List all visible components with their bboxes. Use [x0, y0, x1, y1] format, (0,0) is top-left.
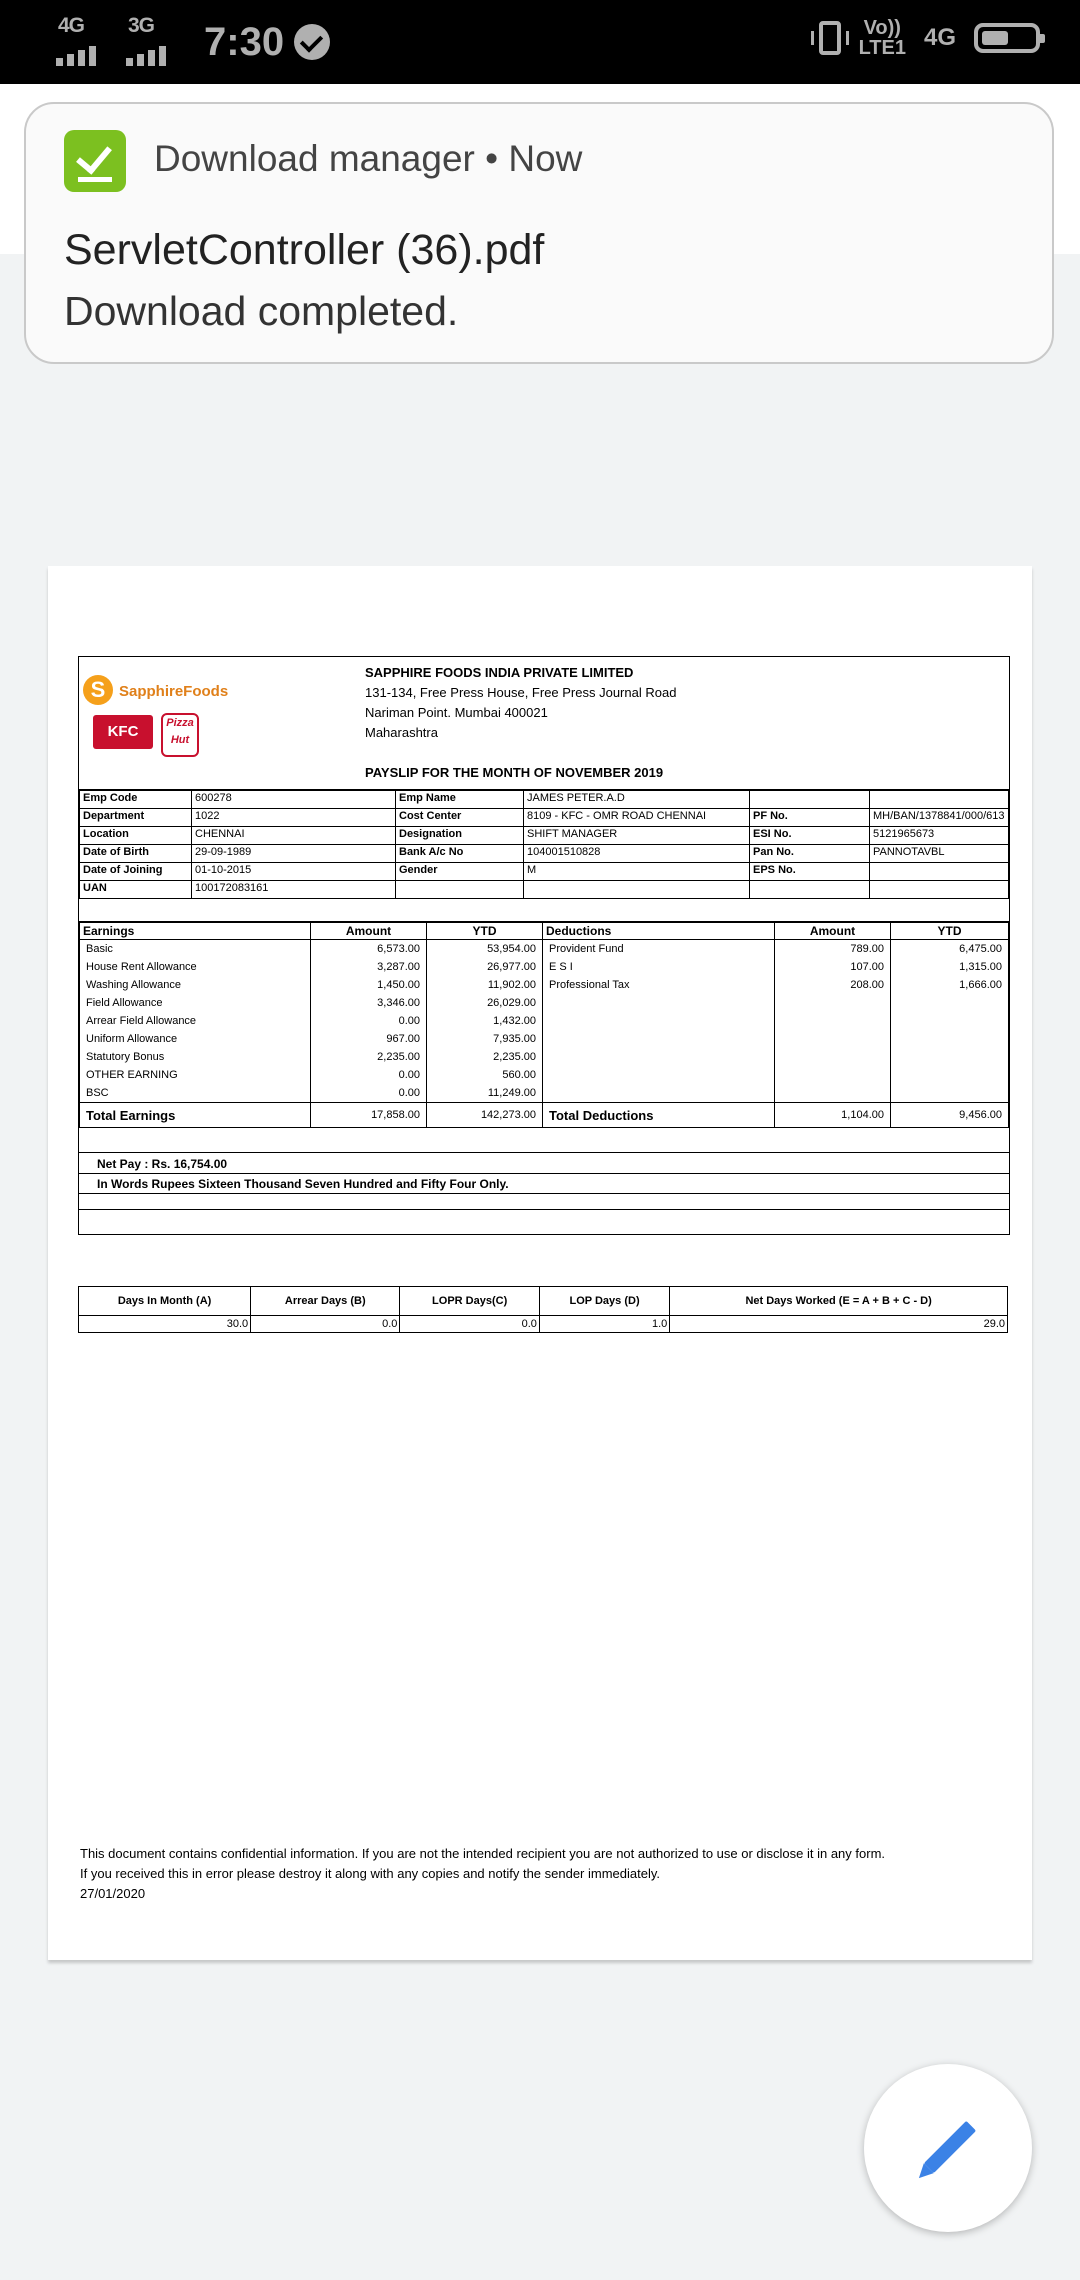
earnings-row	[80, 1048, 1009, 1066]
earnings-cell	[543, 1066, 775, 1084]
net-pay: Net Pay : Rs. 16,754.00	[97, 1157, 228, 1171]
sapphire-logo-icon: S	[83, 675, 113, 705]
company-name: SAPPHIRE FOODS INDIA PRIVATE LIMITED	[365, 665, 634, 680]
battery-icon	[974, 23, 1040, 53]
days-header: Days In Month (A)	[79, 1287, 251, 1316]
info-value: 104001510828	[524, 845, 750, 863]
info-label: Emp Name	[396, 791, 524, 809]
earnings-cell	[543, 994, 775, 1012]
earnings-cell: Field Allowance	[80, 994, 311, 1012]
company-address-line: Maharashtra	[365, 725, 438, 740]
total-cell: Total Deductions	[543, 1103, 775, 1128]
footer-date: 27/01/2020	[80, 1886, 146, 1901]
info-value: 01-10-2015	[192, 863, 396, 881]
info-label	[396, 881, 524, 899]
info-value: JAMES PETER.A.D	[524, 791, 750, 809]
info-label: Bank A/c No	[396, 845, 524, 863]
earnings-deductions-table	[79, 922, 1009, 1128]
earnings-cell: 2,235.00	[311, 1048, 427, 1066]
info-row	[80, 881, 1009, 899]
earnings-row	[80, 1084, 1009, 1103]
earnings-cell: Professional Tax	[543, 976, 775, 994]
spacer-row	[79, 899, 1009, 922]
footer-line: This document contains confidential information. If you are not the intended recipient you are not authorized to use or disclose it in any form.	[80, 1846, 886, 1861]
notification-title: ServletController (36).pdf	[64, 226, 545, 274]
earnings-cell	[543, 1012, 775, 1030]
info-value	[524, 881, 750, 899]
days-header: LOP Days (D)	[539, 1287, 669, 1316]
info-value	[870, 791, 1009, 809]
days-value: 0.0	[400, 1316, 539, 1333]
earnings-cell	[891, 1066, 1009, 1084]
info-value: 600278	[192, 791, 396, 809]
info-value: 29-09-1989	[192, 845, 396, 863]
earnings-cell: 3,346.00	[311, 994, 427, 1012]
net-pay-section	[79, 1152, 1009, 1210]
info-label: Date of Joining	[80, 863, 192, 881]
info-label	[750, 791, 870, 809]
payslip-title: PAYSLIP FOR THE MONTH OF NOVEMBER 2019	[365, 765, 664, 780]
info-label: ESI No.	[750, 827, 870, 845]
earnings-cell	[775, 1066, 891, 1084]
total-cell: Total Earnings	[80, 1103, 311, 1128]
earnings-cell: BSC	[80, 1084, 311, 1103]
earnings-cell	[775, 1048, 891, 1066]
pdf-page[interactable]	[48, 566, 1032, 1960]
earnings-cell	[891, 1012, 1009, 1030]
network-type-label: 3G	[128, 14, 155, 37]
earnings-cell: 1,432.00	[427, 1012, 543, 1030]
network-4g-label: 4G	[923, 24, 956, 51]
earnings-cell: 0.00	[311, 1084, 427, 1103]
earnings-cell	[543, 1030, 775, 1048]
pizza-hut-logo: Pizza Hut	[161, 713, 199, 757]
info-label: Department	[80, 809, 192, 827]
earnings-cell: 6,475.00	[891, 940, 1009, 959]
column-header: YTD	[891, 923, 1009, 940]
signal-icon-sim1	[56, 14, 120, 70]
volte-top-label: Vo))	[863, 17, 901, 39]
earnings-cell	[775, 1012, 891, 1030]
days-header: Net Days Worked (E = A + B + C - D)	[670, 1287, 1008, 1316]
earnings-cell: 11,249.00	[427, 1084, 543, 1103]
info-row	[80, 863, 1009, 881]
info-label: Cost Center	[396, 809, 524, 827]
earnings-cell: Arrear Field Allowance	[80, 1012, 311, 1030]
earnings-cell	[891, 1048, 1009, 1066]
earnings-cell: E S I	[543, 958, 775, 976]
company-address-line: 131-134, Free Press House, Free Press Journal Road	[365, 685, 677, 700]
earnings-row	[80, 940, 1009, 959]
column-header: Deductions	[543, 923, 775, 940]
employee-info-table	[79, 790, 1009, 899]
info-value: 1022	[192, 809, 396, 827]
earnings-cell: Statutory Bonus	[80, 1048, 311, 1066]
total-cell: 9,456.00	[891, 1103, 1009, 1128]
earnings-cell: 2,235.00	[427, 1048, 543, 1066]
info-label: Emp Code	[80, 791, 192, 809]
earnings-cell	[891, 994, 1009, 1012]
earnings-cell	[775, 994, 891, 1012]
earnings-cell: Washing Allowance	[80, 976, 311, 994]
info-label: Pan No.	[750, 845, 870, 863]
earnings-cell	[775, 1084, 891, 1103]
info-row	[80, 809, 1009, 827]
days-header: LOPR Days(C)	[400, 1287, 539, 1316]
info-row	[80, 845, 1009, 863]
earnings-cell: 208.00	[775, 976, 891, 994]
earnings-cell: 560.00	[427, 1066, 543, 1084]
info-value	[870, 863, 1009, 881]
earnings-cell: 53,954.00	[427, 940, 543, 959]
payslip-document	[78, 656, 1010, 1235]
info-label: Date of Birth	[80, 845, 192, 863]
info-value: M	[524, 863, 750, 881]
info-label: Designation	[396, 827, 524, 845]
column-header: YTD	[427, 923, 543, 940]
net-pay-in-words: In Words Rupees Sixteen Thousand Seven Hundred and Fifty Four Only.	[97, 1177, 509, 1191]
info-value: SHIFT MANAGER	[524, 827, 750, 845]
footer-line: If you received this in error please destroy it along with any copies and notify the sender immediately.	[80, 1866, 661, 1881]
earnings-cell: 1,450.00	[311, 976, 427, 994]
earnings-cell: 11,902.00	[427, 976, 543, 994]
download-complete-icon	[64, 130, 126, 192]
days-header: Arrear Days (B)	[251, 1287, 400, 1316]
volte-icon	[859, 18, 906, 58]
earnings-row	[80, 976, 1009, 994]
info-row	[80, 791, 1009, 809]
notification-app-name: Download manager • Now	[154, 138, 583, 179]
earnings-cell: 789.00	[775, 940, 891, 959]
earnings-cell: Basic	[80, 940, 311, 959]
earnings-row	[80, 994, 1009, 1012]
earnings-cell: 26,029.00	[427, 994, 543, 1012]
confidentiality-footer	[80, 1844, 885, 1904]
clock: 7:30	[204, 19, 285, 64]
edit-fab-button[interactable]	[864, 2064, 1032, 2232]
earnings-cell: 26,977.00	[427, 958, 543, 976]
check-circle-icon	[294, 24, 330, 60]
payslip-header	[79, 657, 1009, 790]
earnings-cell: 0.00	[311, 1066, 427, 1084]
info-value: 100172083161	[192, 881, 396, 899]
column-header: Amount	[775, 923, 891, 940]
earnings-cell: Uniform Allowance	[80, 1030, 311, 1048]
network-type-label: 4G	[58, 14, 85, 37]
attendance-days-table	[78, 1286, 1008, 1333]
column-header: Amount	[311, 923, 427, 940]
status-bar	[0, 0, 1080, 84]
info-label: EPS No.	[750, 863, 870, 881]
info-value: CHENNAI	[192, 827, 396, 845]
earnings-cell: 3,287.00	[311, 958, 427, 976]
days-value: 29.0	[670, 1316, 1008, 1333]
days-value: 0.0	[251, 1316, 400, 1333]
days-value: 1.0	[539, 1316, 669, 1333]
info-value	[870, 881, 1009, 899]
totals-row	[80, 1103, 1009, 1128]
info-value: 5121965673	[870, 827, 1009, 845]
info-label: PF No.	[750, 809, 870, 827]
sapphire-logo-text: SapphireFoods	[119, 683, 229, 700]
earnings-cell	[775, 1030, 891, 1048]
earnings-cell: 1,666.00	[891, 976, 1009, 994]
earnings-row	[80, 1066, 1009, 1084]
earnings-cell	[543, 1084, 775, 1103]
earnings-cell	[891, 1030, 1009, 1048]
total-cell: 17,858.00	[311, 1103, 427, 1128]
company-address-line: Nariman Point. Mumbai 400021	[365, 705, 548, 720]
info-value: MH/BAN/1378841/000/613	[870, 809, 1009, 827]
earnings-cell	[543, 1048, 775, 1066]
kfc-logo: KFC	[93, 715, 153, 749]
earnings-cell: House Rent Allowance	[80, 958, 311, 976]
earnings-row	[80, 1012, 1009, 1030]
earnings-row	[80, 1030, 1009, 1048]
earnings-cell: OTHER EARNING	[80, 1066, 311, 1084]
info-value: 8109 - KFC - OMR ROAD CHENNAI	[524, 809, 750, 827]
earnings-cell: Provident Fund	[543, 940, 775, 959]
earnings-cell	[891, 1084, 1009, 1103]
volte-bottom-label: LTE1	[858, 37, 906, 59]
info-row	[80, 827, 1009, 845]
notification-text: Download completed.	[64, 288, 459, 334]
earnings-cell: 7,935.00	[427, 1030, 543, 1048]
earnings-row	[80, 958, 1009, 976]
earnings-cell: 107.00	[775, 958, 891, 976]
signal-icon-sim2	[126, 14, 190, 70]
earnings-cell: 1,315.00	[891, 958, 1009, 976]
column-header: Earnings	[80, 923, 311, 940]
info-label	[750, 881, 870, 899]
total-cell: 142,273.00	[427, 1103, 543, 1128]
pencil-icon	[924, 2121, 976, 2173]
vibrate-icon	[819, 21, 841, 55]
earnings-cell: 967.00	[311, 1030, 427, 1048]
info-label: Gender	[396, 863, 524, 881]
info-value: PANNOTAVBL	[870, 845, 1009, 863]
earnings-cell: 6,573.00	[311, 940, 427, 959]
info-label: UAN	[80, 881, 192, 899]
download-notification[interactable]	[24, 102, 1054, 364]
days-value: 30.0	[79, 1316, 251, 1333]
total-cell: 1,104.00	[775, 1103, 891, 1128]
earnings-cell: 0.00	[311, 1012, 427, 1030]
info-label: Location	[80, 827, 192, 845]
